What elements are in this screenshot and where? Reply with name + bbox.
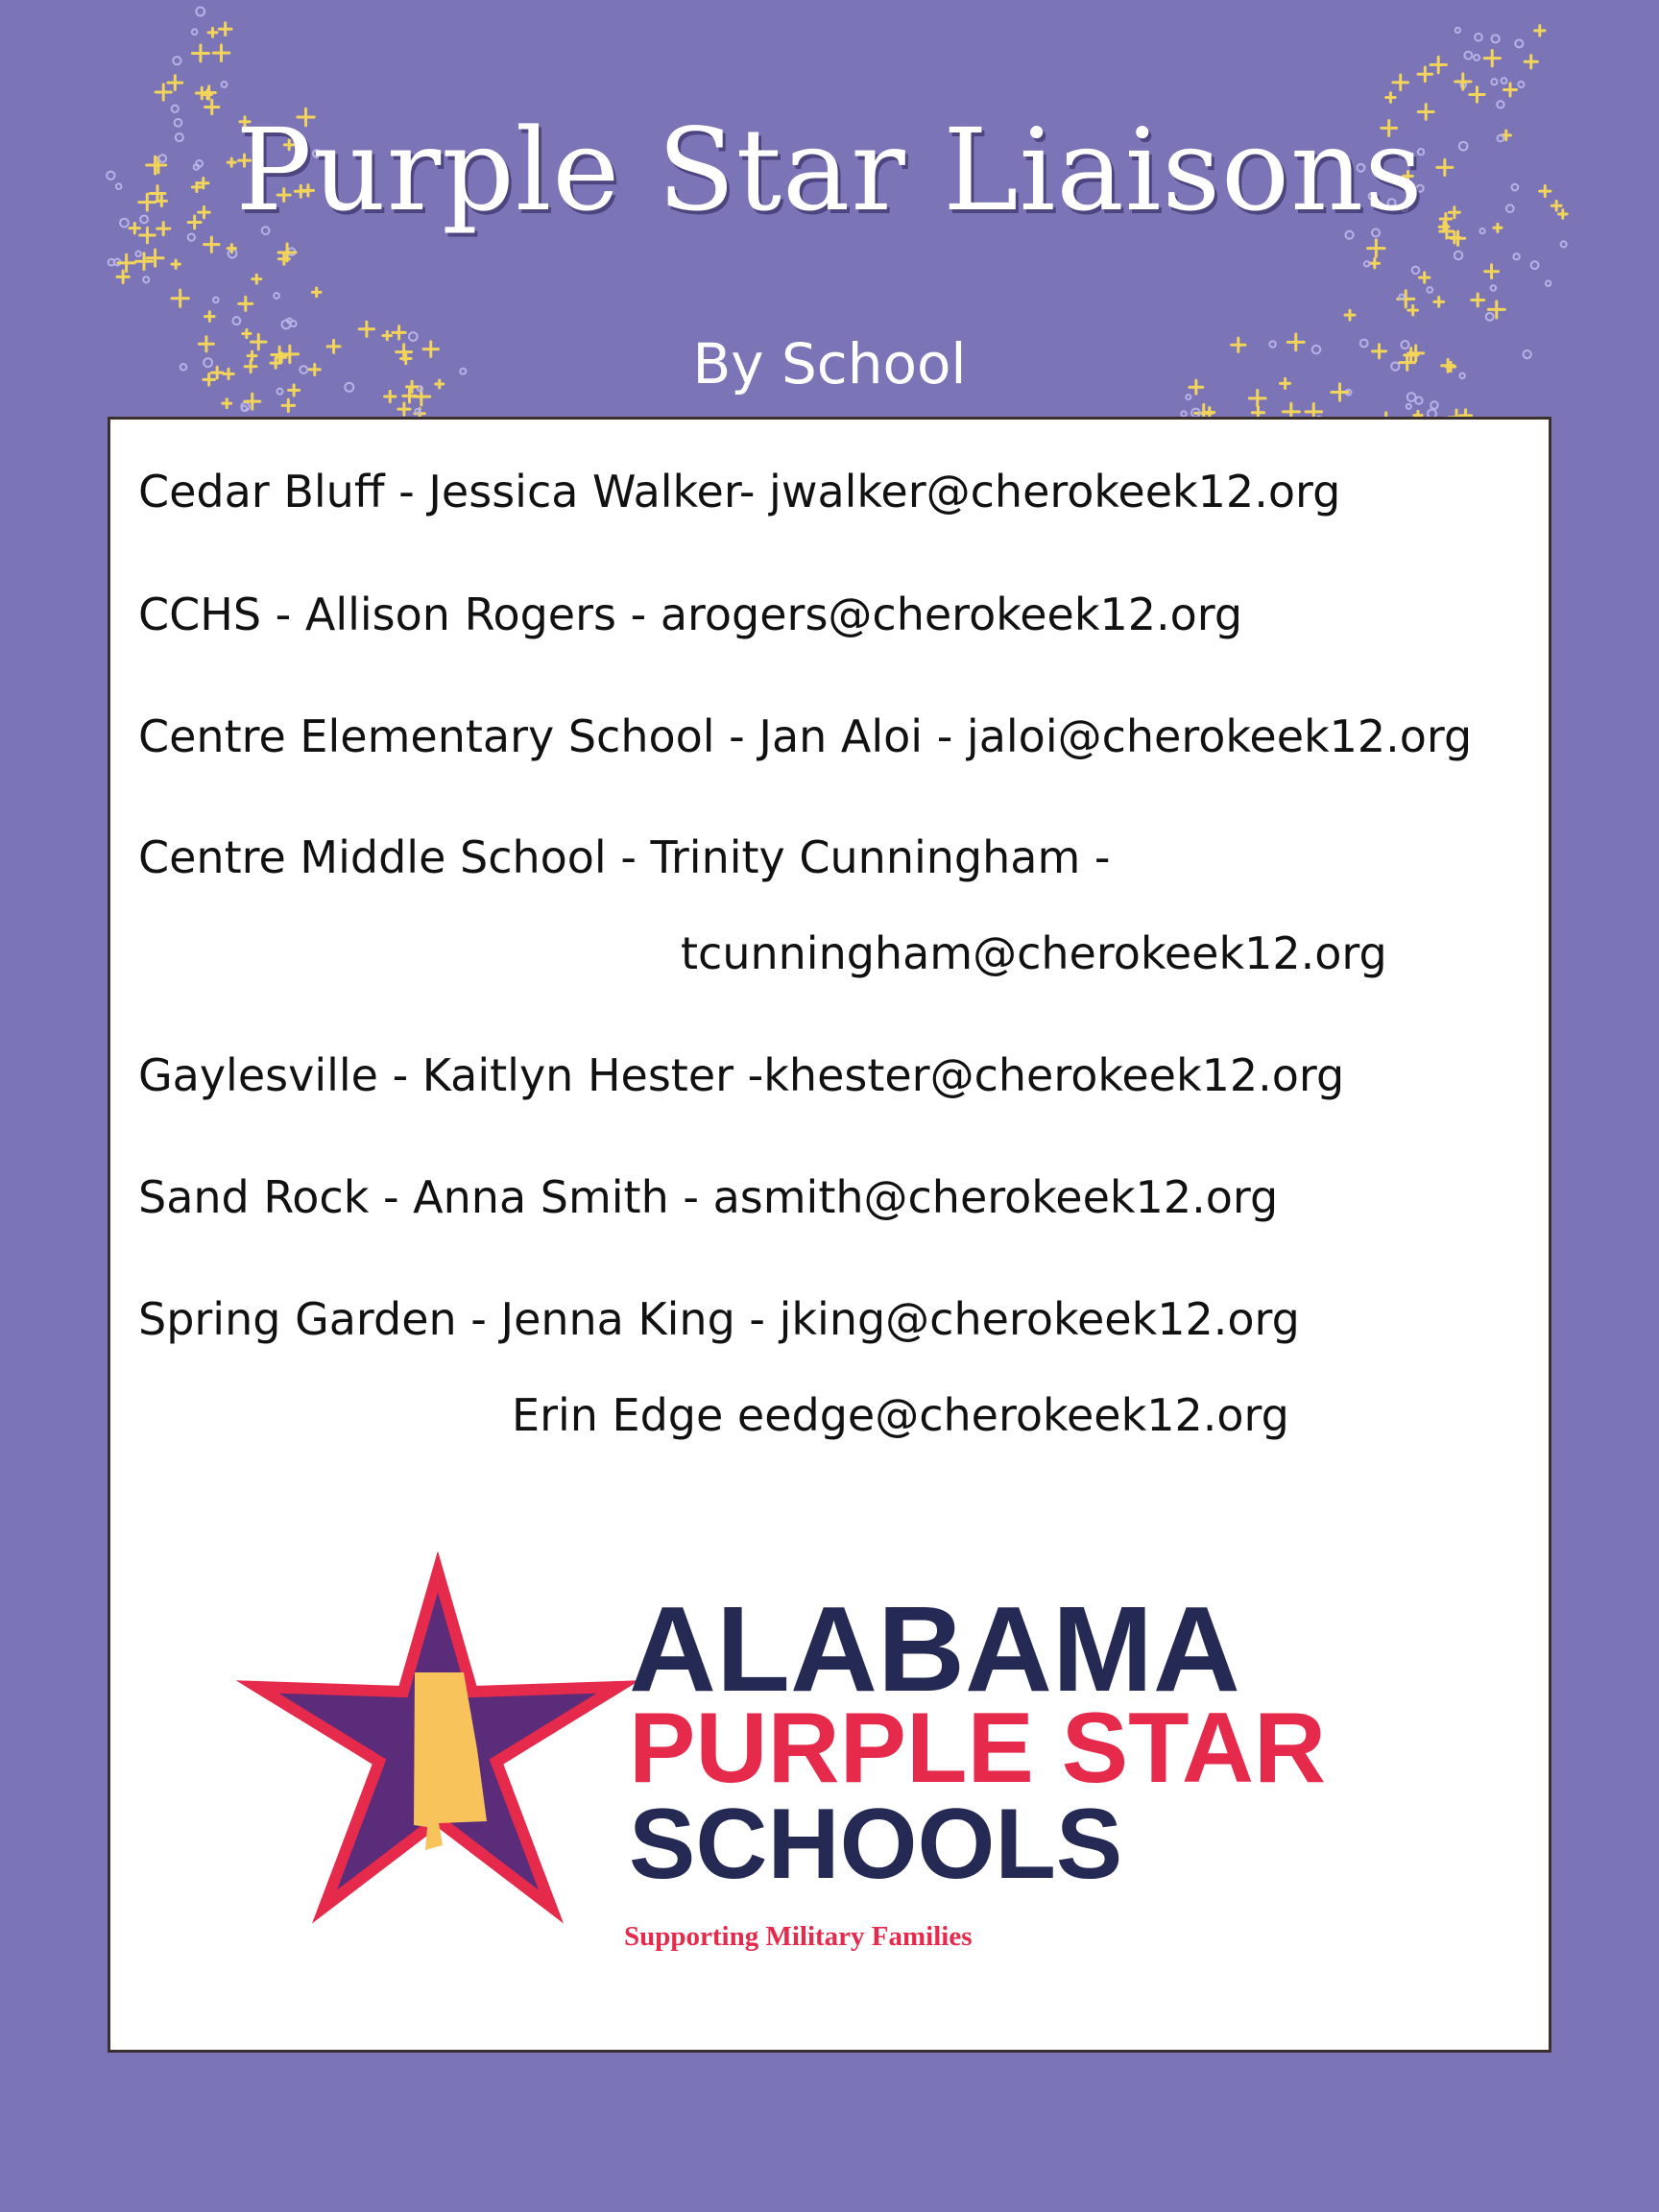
sparkle-star bbox=[385, 391, 396, 401]
sparkle-dot bbox=[1497, 101, 1503, 108]
sparkle-star bbox=[223, 399, 231, 408]
sparkle-dot bbox=[135, 252, 140, 256]
sparkle-star bbox=[1370, 259, 1379, 268]
sparkle-dot bbox=[1518, 82, 1524, 87]
sparkle-star bbox=[156, 84, 171, 100]
sparkle-star bbox=[192, 45, 208, 61]
sparkle-star bbox=[1525, 56, 1537, 68]
sparkle-dot bbox=[1561, 241, 1567, 247]
sparkle-dot bbox=[173, 57, 180, 64]
liaison-entry-cchs: CCHS - Allison Rogers - arogers@cherokeek12.org bbox=[138, 589, 1243, 640]
sparkle-star bbox=[219, 23, 231, 36]
sparkle-dot bbox=[1186, 395, 1190, 399]
sparkle-dot bbox=[192, 29, 198, 35]
sparkle-dot bbox=[242, 406, 247, 411]
sparkle-dot bbox=[1364, 261, 1369, 266]
sparkle-dot bbox=[1455, 252, 1462, 259]
sparkle-star bbox=[312, 288, 321, 297]
sparkle-star bbox=[1431, 57, 1446, 72]
sparkle-star bbox=[1419, 273, 1429, 282]
sparkle-star bbox=[239, 297, 252, 310]
sparkle-dot bbox=[1474, 55, 1479, 60]
sparkle-star bbox=[117, 271, 129, 282]
sparkle-dot bbox=[188, 234, 195, 241]
sparkle-star bbox=[282, 399, 295, 412]
sparkle-star bbox=[398, 403, 410, 415]
sparkle-star bbox=[1472, 294, 1484, 306]
sparkle-star bbox=[252, 275, 261, 283]
sparkle-star bbox=[1485, 265, 1499, 278]
sparkle-dot bbox=[1479, 228, 1484, 233]
liaison-entry-sand-rock: Sand Rock - Anna Smith - asmith@cherokeek12.org bbox=[138, 1171, 1279, 1223]
sparkle-dot bbox=[1407, 393, 1416, 401]
sparkle-dot bbox=[1412, 267, 1420, 275]
sparkle-star bbox=[203, 86, 215, 99]
sparkle-star bbox=[1503, 84, 1516, 96]
sparkle-dot bbox=[143, 276, 149, 282]
sparkle-dot bbox=[1486, 313, 1494, 321]
sparkle-star bbox=[1484, 51, 1500, 66]
logo-tagline: Supporting Military Families bbox=[624, 1921, 973, 1952]
sparkle-star bbox=[118, 254, 134, 271]
sparkle-dot bbox=[1491, 79, 1497, 84]
page-title: Purple Star Liaisons bbox=[235, 104, 1424, 236]
sparkle-star bbox=[205, 312, 215, 322]
sparkle-star bbox=[172, 260, 180, 268]
sparkle-star bbox=[1205, 408, 1214, 418]
logo-line-schools: SCHOOLS bbox=[629, 1789, 1123, 1900]
page-subtitle: By School bbox=[692, 331, 967, 397]
sparkle-dot bbox=[1546, 280, 1551, 285]
sparkle-star bbox=[1418, 67, 1432, 82]
sparkle-dot bbox=[108, 259, 115, 266]
sparkle-star bbox=[1345, 310, 1355, 320]
logo-line-alabama: ALABAMA bbox=[629, 1581, 1240, 1717]
liaison-entry-centre-elementary: Centre Elementary School - Jan Aloi - jaloi@cherokeek12.org bbox=[138, 710, 1473, 762]
liaison-entry-gaylesville: Gaylesville - Kaitlyn Hester -khester@cherokeek12.org bbox=[138, 1049, 1345, 1101]
sparkle-star bbox=[1488, 301, 1504, 318]
alabama-state-icon bbox=[414, 1672, 487, 1850]
sparkle-star bbox=[1535, 26, 1545, 36]
sparkle-dot bbox=[1407, 404, 1411, 409]
sparkle-star bbox=[147, 250, 163, 266]
sparkle-dot bbox=[1491, 285, 1497, 291]
sparkle-dot bbox=[222, 82, 228, 87]
sparkle-dot bbox=[172, 106, 179, 112]
sparkle-dot bbox=[1455, 28, 1460, 33]
sparkle-star bbox=[1393, 75, 1408, 90]
sparkle-star bbox=[205, 100, 219, 113]
sparkle-star bbox=[213, 45, 229, 61]
sparkle-dot bbox=[213, 298, 219, 303]
sparkle-dot bbox=[1502, 78, 1507, 84]
sparkle-star bbox=[1470, 87, 1484, 102]
sparkle-star bbox=[1386, 93, 1395, 102]
sparkle-star bbox=[1434, 297, 1444, 306]
sparkle-dot bbox=[1492, 35, 1500, 42]
sparkle-star bbox=[172, 290, 188, 306]
sparkle-star bbox=[1408, 305, 1418, 315]
sparkle-star bbox=[1368, 240, 1384, 256]
sparkle-dot bbox=[1515, 39, 1523, 47]
sparkle-star bbox=[140, 228, 156, 243]
logo-line-purple-star: PURPLE STAR bbox=[629, 1693, 1327, 1804]
sparkle-dot bbox=[1431, 401, 1438, 409]
sparkle-dot bbox=[196, 7, 204, 15]
sparkle-dot bbox=[1399, 295, 1404, 300]
sparkle-dot bbox=[1513, 253, 1519, 259]
sparkle-dot bbox=[1415, 397, 1422, 404]
sparkle-dot bbox=[1181, 411, 1186, 416]
sparkle-dot bbox=[1531, 261, 1539, 269]
liaison-entry-spring-garden-second: Erin Edge eedge@cherokeek12.org bbox=[512, 1389, 1289, 1441]
sparkle-dot bbox=[232, 317, 240, 325]
sparkle-dot bbox=[415, 409, 420, 414]
sparkle-star bbox=[204, 237, 219, 252]
sparkle-star bbox=[1249, 391, 1265, 407]
liaison-entry-spring-garden: Spring Garden - Jenna King - jking@cherokeek12.org bbox=[138, 1293, 1300, 1345]
sparkle-dot bbox=[1427, 287, 1432, 293]
sparkle-star bbox=[168, 76, 182, 90]
liaison-email-continued: tcunningham@cherokeek12.org bbox=[681, 927, 1387, 979]
liaison-panel bbox=[108, 417, 1551, 2053]
sparkle-dot bbox=[1464, 52, 1472, 60]
sparkle-star bbox=[208, 28, 217, 36]
sparkle-dot bbox=[1475, 34, 1482, 41]
sparkle-star bbox=[359, 322, 373, 336]
sparkle-star bbox=[1455, 74, 1471, 89]
liaison-entry-cedar-bluff: Cedar Bluff - Jessica Walker- jwalker@cherokeek12.org bbox=[138, 466, 1341, 517]
liaison-entry-centre-middle: Centre Middle School - Trinity Cunningham - bbox=[138, 831, 1111, 883]
sparkle-dot bbox=[274, 293, 279, 299]
